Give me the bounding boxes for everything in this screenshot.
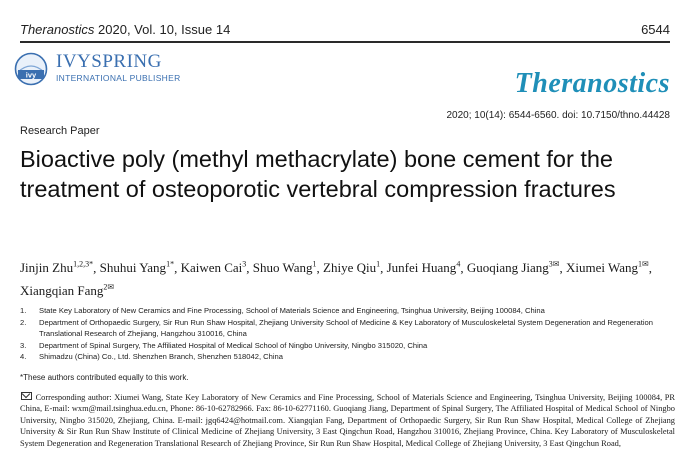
author-name: Guoqiang Jiang — [466, 260, 549, 276]
author-affiliation-mark: 3 — [242, 260, 247, 269]
author-name: Kaiwen Cai — [180, 260, 243, 276]
envelope-icon — [21, 392, 32, 400]
equal-contribution-note: *These authors contributed equally to this work. — [20, 373, 189, 382]
affiliation-number: 2. — [20, 317, 27, 327]
header-rule — [20, 41, 670, 43]
author — [467, 260, 560, 275]
author — [253, 260, 317, 275]
author — [323, 260, 380, 275]
affiliation-item — [20, 305, 685, 317]
citation-doi: 2020; 10(14): 6544-6560. doi: 10.7150/thno.44428 — [446, 110, 670, 121]
author-affiliation-mark: 1* — [166, 260, 175, 269]
author — [100, 260, 174, 275]
affiliation-item — [20, 340, 685, 352]
author-list: Jinjin Zhu$^{1,2,3*}$, Shuhui Yang$^{1*}$, Kaiwen Cai$^3$, Shuo Wang$^1$, Zhiye Qiu$^1$, Junfei Huang$^4$, Guoqiang Jiang$^{3✉}$, Xiumei Wang$^{1✉}$, Xiangqian Fang$^{2✉}$ — [20, 260, 652, 298]
author-affiliation-mark: 2✉ — [103, 282, 115, 292]
article-type: Research Paper — [20, 125, 100, 137]
author — [181, 260, 247, 275]
affiliation-text: Department of Spinal Surgery, The Affiliated Hospital of Medical School of Ningbo University, Ningbo 315020, China — [39, 340, 428, 350]
badge-text: ivy — [25, 70, 37, 80]
affiliation-item — [20, 351, 685, 363]
author-name: Xiangqian Fang — [20, 282, 104, 298]
author — [566, 260, 649, 275]
author-affiliation-mark: 1✉ — [638, 260, 649, 269]
author — [387, 260, 461, 275]
affiliation-list — [20, 305, 685, 363]
affiliation-text: State Key Laboratory of New Ceramics and Fine Processing, School of Materials Science and Engineering, Tsinghua University, Beijing 100084, China — [39, 306, 545, 315]
publisher-logo — [14, 50, 214, 88]
affiliation-number: 1. — [20, 306, 27, 315]
correspondence-text: Corresponding author: Xiumei Wang, State Key Laboratory of New Ceramics and Fine Processing, School of Materials Science and Engineering, Tsinghua University, Beijing 100084, PR China, E-mail: wxm@mail.tsinghua.edu.cn, Phone: 86-10-62782966. Fax: 86-10-62771160. Guoqiang Jiang, Department of Spinal Surgery, The Affiliated Hospital of Medical School of Ningbo University, Ningbo 315020, Zhejiang, China. E-mail: jgq6424@hotmail.com. Xiangqian Fang, Department of Orthopaedic Surgery, Sir Run Run Shaw Hospital, Medical College of Zhejiang University & Sir Run Run Shaw Institute of Clinical Medicine of Zhejiang University, 3 East Qingchun Road, Hangzhou 310016, Zhejiang Province, China. Key Laboratory of Musculoskeletal System Degeneration and Regeneration Translational Research of Zhejiang Province, Sir Run Run Shaw Hospital, Medical College of Zhejiang University, 3 East Qingchun Road, — [20, 393, 676, 448]
author-name: Shuhui Yang — [99, 260, 167, 276]
running-header-journal — [20, 22, 230, 37]
journal-issue: 2020, Vol. 10, Issue 14 — [94, 22, 231, 37]
affiliation-text: Department of Orthopaedic Surgery, Sir Run Run Shaw Hospital, Zhejiang University School of Medicine & Key Laboratory of Musculoskeletal System Degeneration and Regeneration Translational Research of Zhejiang, Hangzhou 310016, China — [39, 317, 654, 338]
publisher-subtitle: INTERNATIONAL PUBLISHER — [56, 73, 181, 83]
affiliation-item — [20, 317, 685, 340]
author-name: Zhiye Qiu — [323, 260, 377, 276]
journal-name: Theranostics — [20, 22, 95, 37]
journal-logo: Theranostics — [514, 68, 670, 99]
author — [20, 260, 93, 275]
author-affiliation-mark: 1 — [312, 260, 317, 269]
affiliation-number: 4. — [20, 352, 27, 361]
author — [20, 283, 114, 298]
author-affiliation-mark: 4 — [456, 260, 461, 269]
publisher-name: IVYSPRING — [56, 51, 162, 72]
affiliation-text: Shimadzu (China) Co., Ltd. Shenzhen Branch, Shenzhen 518042, China — [39, 352, 284, 361]
author-name: Junfei Huang — [386, 260, 457, 276]
author-name: Jinjin Zhu — [20, 260, 74, 276]
article-title: Bioactive poly (methyl methacrylate) bone cement for the treatment of osteoporotic vertebral compression fractures — [20, 146, 616, 202]
page-number: 6544 — [641, 22, 670, 37]
correspondence-note — [20, 392, 675, 449]
affiliation-number: 3. — [20, 340, 27, 350]
author-affiliation-mark: 1 — [376, 260, 381, 269]
author-affiliation-mark: 1,2,3* — [73, 260, 94, 269]
author-name: Shuo Wang — [252, 260, 313, 276]
ivy-badge-icon — [14, 52, 48, 86]
author-affiliation-mark: 3✉ — [548, 260, 560, 269]
author-name: Xiumei Wang — [565, 260, 638, 276]
